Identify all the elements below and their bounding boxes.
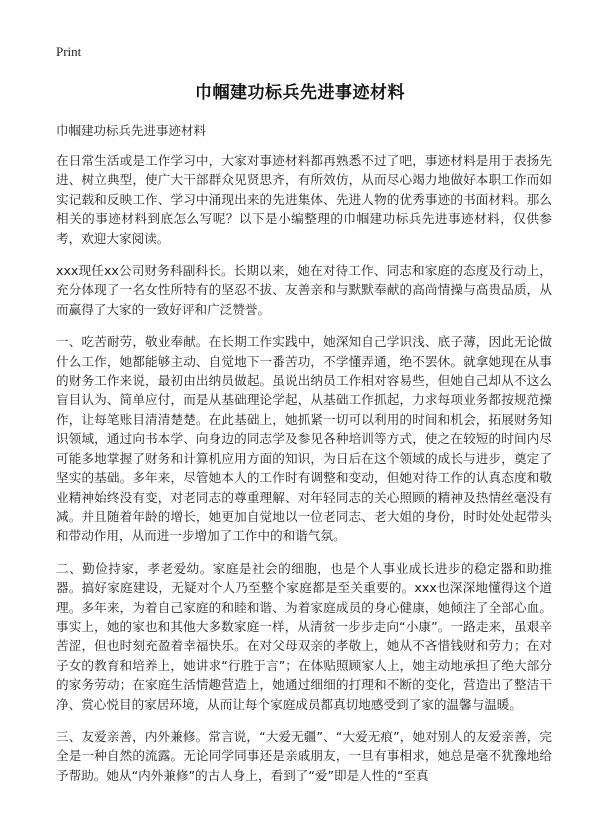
section-two-paragraph: 二、勤俭持家，孝老爱幼。家庭是社会的细胞，也是个人事业成长进步的稳定器和助推器。搞好家庭建设，无疑对个人乃至整个家庭都是至关重要的。xxx也深深地懂得这个道理。多年来，为着自己家庭的和睦和谐、为着家庭成员的身心健康，她倾注了全部心血。事实上，她的家也和其他大多数家庭一样，从清贫一步步走向“小康”。一路走来，虽艰辛苦涩，但也时刻充盈着幸福快乐。在对父母双亲的孝敬上，她从不吝惜钱财和劳力；在对子女的教育和培养上，她讲求“行胜于言”；在体贴照顾家人上，她主动地承担了绝大部分的家务劳动；在家庭生活情趣营造上，她通过细细的打理和不断的变化，营造出了整洁干净、赏心悦目的家居环境，从而让每个家庭成员都真切地感受到了家的温馨与温暖。: [56, 560, 552, 712]
section-one-paragraph: 一、吃苦耐劳，敬业奉献。在长期工作实践中，她深知自己学识浅、底子薄，因此无论做什么工作，她都能够主动、自觉地下一番苦功，不学懂弄通，绝不罢休。就拿她现在从事的财务工作来说，最初由出纳员做起。虽说出纳员工作相对容易些，但她自己却从不这么盲目认为、简单应付，而是从基础理论学起，从基础工作抓起，力求每项业务都按规范操作，让每笔账目清清楚楚。在此基础上，她抓紧一切可以利用的时间和机会，拓展财务知识领域，通过向书本学、向身边的同志学及参见各种培训等方式，使之在较短的时间内尽可能多地掌握了财务和计算机应用方面的知识，为日后在这个领域的成长与进步，奠定了坚实的基础。多年来，尽管她本人的工作时有调整和变动，但她对待工作的认真态度和敬业精神始终没有变，对老同志的尊重理解、对年轻同志的关心照顾的精神及热情丝毫没有减。并且随着年龄的增长，她更加自觉地以一位老同志、老大姐的身份，时时处处起带头和带动作用，从而进一步增加了工作中的和谐气氛。: [56, 334, 552, 544]
print-link[interactable]: Print: [56, 44, 82, 59]
section-three-paragraph: 三、友爱亲善，内外兼修。常言说，“大爱无疆”、“大爱无痕”，她对别人的友爱亲善，完全是一种自然的流露。无论同学同事还是亲戚朋友，一旦有事相求，她总是毫不犹豫地给予帮助。她从“内外兼修”的古人身上，看到了“爱”即是人性的“至真: [56, 728, 552, 783]
document-subtitle: 巾帼建功标兵先进事迹材料: [56, 123, 207, 138]
document-body: [56, 151, 552, 798]
profile-paragraph: xxx现任xx公司财务科副科长。长期以来，她在对待工作、同志和家庭的态度及行动上，充分体现了一名女性所特有的坚忍不拔、友善亲和与默默奉献的高尚情操与高贵品质，从而赢得了大家的一致好评和广泛赞誉。: [56, 263, 552, 317]
intro-paragraph: 在日常生活或是工作学习中，大家对事迹材料都再熟悉不过了吧，事迹材料是用于表扬先进、树立典型，使广大干部群众见贤思齐，有所效仿，从而尽心竭力地做好本职工作而如实记载和反映工作、学习中涌现出来的先进集体、先进人物的优秀事迹的书面材料。那么相关的事迹材料到底怎么写呢？以下是小编整理的巾帼建功标兵先进事迹材料，仅供参考，欢迎大家阅读。: [56, 153, 552, 246]
document-title: 巾帼建功标兵先进事迹材料: [195, 83, 405, 103]
